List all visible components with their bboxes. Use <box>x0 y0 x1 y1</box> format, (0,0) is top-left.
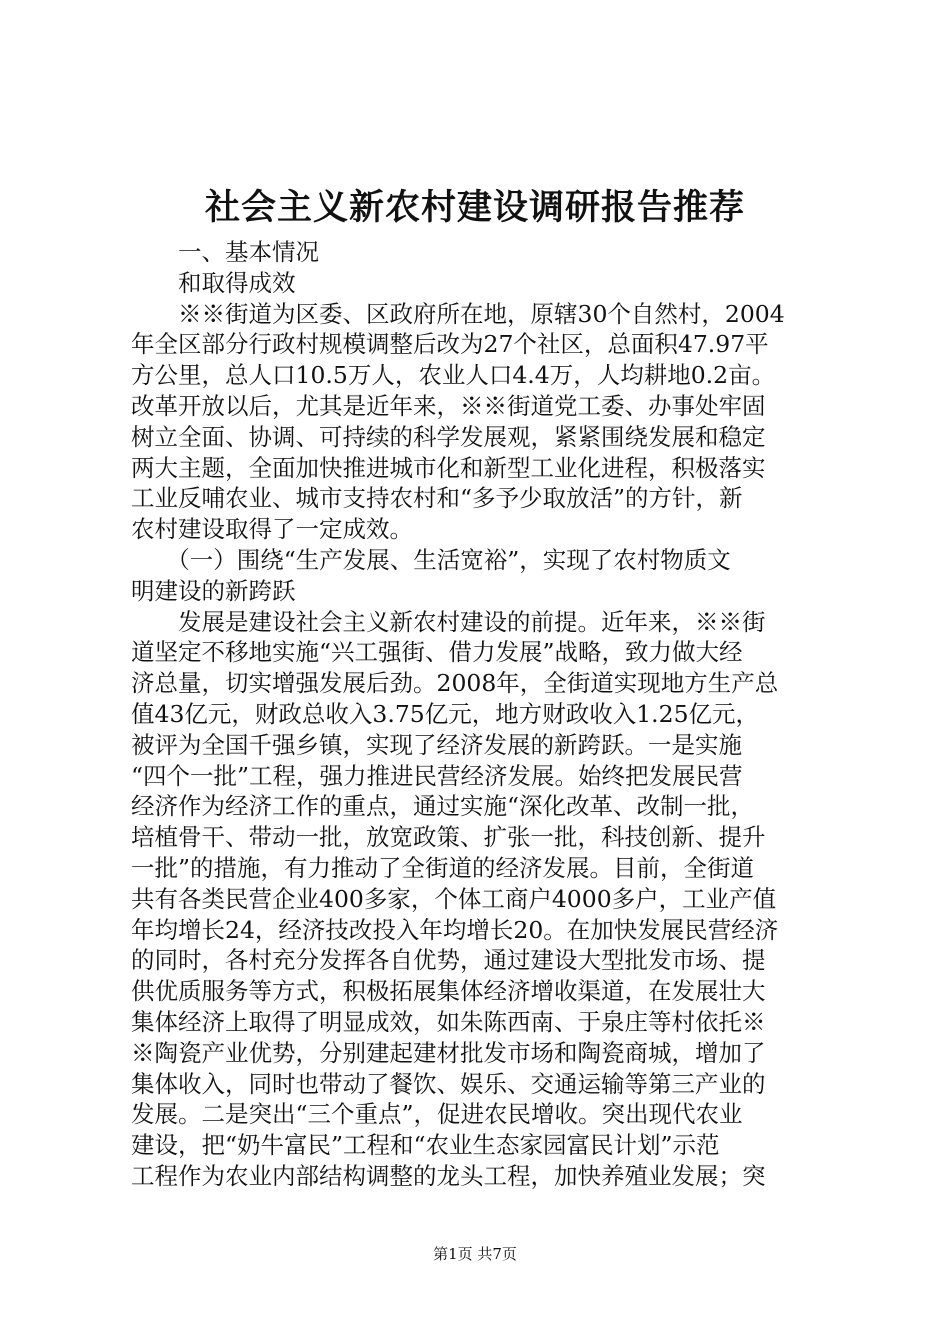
body-text-line: 供优质服务等方式，积极拓展集体经济增收渠道，在发展壮大 <box>131 977 766 1006</box>
body-text-line: （一）围绕“生产发展、生活宽裕”，实现了农村物质文 <box>131 545 731 574</box>
body-text-line: ※陶瓷产业优势，分别建起建材批发市场和陶瓷商城，增加了 <box>131 1038 766 1067</box>
body-text-line: 的同时，各村充分发挥各自优势，通过建设大型批发市场、提 <box>131 946 766 975</box>
page-title: 社会主义新农村建设调研报告推荐 <box>204 187 745 228</box>
body-text-line: 发展是建设社会主义新农村建设的前提。近年来，※※街 <box>131 607 766 636</box>
body-text-line: 经济作为经济工作的重点，通过实施“深化改革、改制一批， <box>131 792 755 821</box>
body-text-line: 被评为全国千强乡镇，实现了经济发展的新跨跃。一是实施 <box>131 730 742 759</box>
body-text-line: 一、基本情况 <box>131 238 319 266</box>
body-text-line: 和取得成效 <box>131 268 296 297</box>
body-text-line: ※※街道为区委、区政府所在地，原辖30个自然村，2004 <box>131 299 785 328</box>
body-text-line: 两大主题，全面加快推进城市化和新型工业化进程，积极落实 <box>131 453 766 482</box>
body-text-line: 集体收入，同时也带动了餐饮、娱乐、交通运输等第三产业的 <box>131 1069 766 1098</box>
body-text-line: 值43亿元，财政总收入3.75亿元，地方财政收入1.25亿元， <box>131 699 760 728</box>
body-text-line: 改革开放以后，尤其是近年来，※※街道党工委、办事处牢固 <box>131 391 766 420</box>
page-number-footer: 第1页 共7页 <box>433 1245 517 1263</box>
body-text-line: 建设，把“奶牛富民”工程和“农业生态家园富民计划”示范 <box>131 1131 720 1160</box>
body-text-line: 发展。二是突出“三个重点”，促进农民增收。突出现代农业 <box>131 1100 743 1129</box>
body-text-line: 方公里，总人口10.5万人，农业人口4.4万，人均耕地0.2亩。 <box>131 361 776 390</box>
body-text-line: 农村建设取得了一定成效。 <box>131 515 413 544</box>
body-text-line: 一批”的措施，有力推动了全街道的经济发展。目前，全街道 <box>131 853 755 882</box>
body-text-line: 工业反哺农业、城市支持农村和“多予少取放活”的方针，新 <box>131 484 743 513</box>
body-text-line: 共有各类民营企业400多家，个体工商户4000多户，工业产值 <box>131 884 777 913</box>
document-body <box>131 237 831 1192</box>
body-text-line: 集体经济上取得了明显成效，如朱陈西南、于泉庄等村依托※ <box>131 1007 766 1036</box>
body-text-line: 济总量，切实增强发展后劲。2008年，全街道实现地方生产总 <box>131 669 779 698</box>
body-text-line: 培植骨干、带动一批，放宽政策、扩张一批，科技创新、提升 <box>131 823 766 852</box>
body-text-line: 明建设的新跨跃 <box>131 576 296 605</box>
body-text-line: 道坚定不移地实施“兴工强街、借力发展”战略，致力做大经 <box>131 638 743 667</box>
body-text-line: 年均增长24，经济技改投入年均增长20。在加快发展民营经济 <box>131 915 779 944</box>
body-text-line: “四个一批”工程，强力推进民营经济发展。始终把发展民营 <box>131 761 743 790</box>
body-text-line: 工程作为农业内部结构调整的龙头工程，加快养殖业发展；突 <box>131 1161 766 1190</box>
body-text-line: 年全区部分行政村规模调整后改为27个社区，总面积47.97平 <box>131 330 769 359</box>
body-text-line: 树立全面、协调、可持续的科学发展观，紧紧围绕发展和稳定 <box>131 422 766 451</box>
